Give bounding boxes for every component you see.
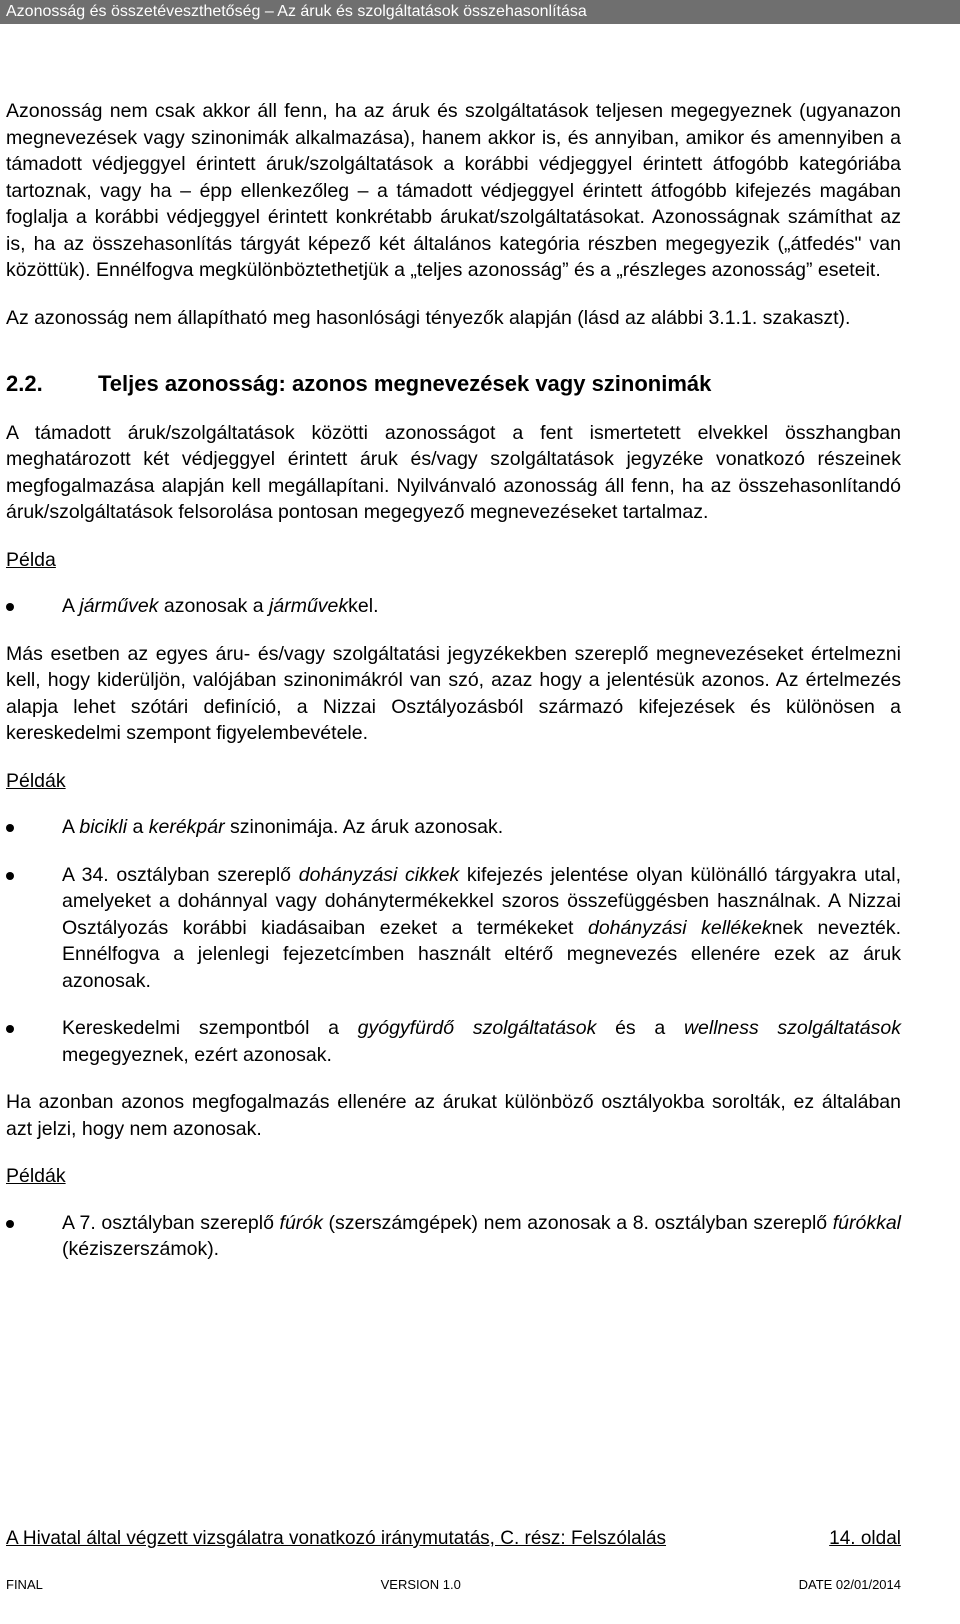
example-label: Példa [6,548,56,571]
date-label: DATE 02/01/2014 [798,1577,901,1592]
document-body [6,98,901,1284]
paragraph: Az azonosság nem állapítható meg hasonlósági tényezők alapján (lásd az alábbi 3.1.1. szakaszt). [6,306,851,329]
bullet-icon [6,824,14,832]
section-title: Teljes azonosság: azonos megnevezések vagy szinonimák [98,371,712,396]
running-header: Azonosság és összetéveszthetőség – Az áruk és szolgáltatások összehasonlítása [0,0,960,24]
bullet-icon [6,1220,14,1228]
bullet-icon [6,872,14,880]
bullet-item: Kereskedelmi szempontból a gyógyfürdő szolgáltatások és a wellness szolgáltatások megegyeznek, ezért azonosak. [6,1015,901,1068]
paragraph: Más esetben az egyes áru- és/vagy szolgáltatási jegyzékekben szereplő megnevezéseket értelmezni kell, hogy kiderüljön, valójában szinonimákról van szó, azaz hogy a jelentésük azonos. Az értelmezés alapja lehet szótári definíció, a Nizzai Osztályozásból származó kifejezések és különösen a kereskedelmi szempont figyelembevétele. [6,642,901,744]
bullet-icon [6,603,14,611]
footer-doc-title: A Hivatal által végzett vizsgálatra vonatkozó iránymutatás, C. rész: Felszólalás [6,1528,667,1549]
section-heading [6,371,901,398]
page-number: 14. oldal [829,1528,901,1549]
status-label: FINAL [6,1577,43,1592]
bullet-item: A járművek azonosak a járművekkel. [6,593,901,620]
section-number: 2.2. [6,371,43,396]
examples-label: Példák [6,769,66,792]
bullet-icon [6,1025,14,1033]
version-bar [6,1577,901,1592]
version-label: VERSION 1.0 [380,1577,461,1592]
bullet-item: A 34. osztályban szereplő dohányzási cikkek kifejezés jelentése olyan különálló tárgyakra utal, amelyeket a dohánnyal vagy dohánytermékekkel szoros összefüggésben használnak. A Nizzai Osztályozás korábbi kiadásaiban ezeket a termékeket dohányzási kellékeknek nevezték. Ennélfogva a jelenlegi fejezetcímben használt eltérő megnevezés ellenére ezek az áruk azonosak. [6,862,901,995]
footer [6,1528,901,1550]
bullet-item: A bicikli a kerékpár szinonimája. Az áruk azonosak. [6,814,901,841]
bullet-item: A 7. osztályban szereplő fúrók (szerszámgépek) nem azonosak a 8. osztályban szereplő fúrókkal (kéziszerszámok). [6,1210,901,1263]
paragraph: Ha azonban azonos megfogalmazás ellenére az árukat különböző osztályokba sorolták, ez általában azt jelzi, hogy nem azonosak. [6,1091,901,1140]
paragraph: Azonosság nem csak akkor áll fenn, ha az áruk és szolgáltatások teljesen megegyeznek (ugyanazon megnevezések vagy szinonimák alkalmazása), hanem akkor is, és annyiban, amikor és amennyiben a támadott védjeggyel érintett áruk/szolgáltatások a korábbi védjeggyel érintett átfogóbb kategóriába tartoznak, vagy ha – épp ellenkezőleg – a támadott védjeggyel érintett átfogóbb kifejezés magában foglalja a korábbi védjeggyel érintett konkrétabb árukat/szolgáltatásokat. Azonosságnak számíthat az is, ha az összehasonlítás tárgyát képező két általános kategória részben megegyezik („átfedés" van közöttük). Ennélfogva megkülönböztethetjük a „teljes azonosság” és a „részleges azonosság” eseteit. [6,100,901,281]
paragraph: A támadott áruk/szolgáltatások közötti azonosságot a fent ismertetett elvekkel összhangban meghatározott két védjeggyel érintett áruk és/vagy szolgáltatások jegyzéke vonatkozó részeinek megfogalmazása alapján kell megállapítani. Nyilvánvaló azonosság áll fenn, ha az összehasonlítandó áruk/szolgáltatások felsorolása pontosan megegyező megnevezéseket tartalmaz. [6,421,901,523]
examples-label: Példák [6,1165,66,1187]
